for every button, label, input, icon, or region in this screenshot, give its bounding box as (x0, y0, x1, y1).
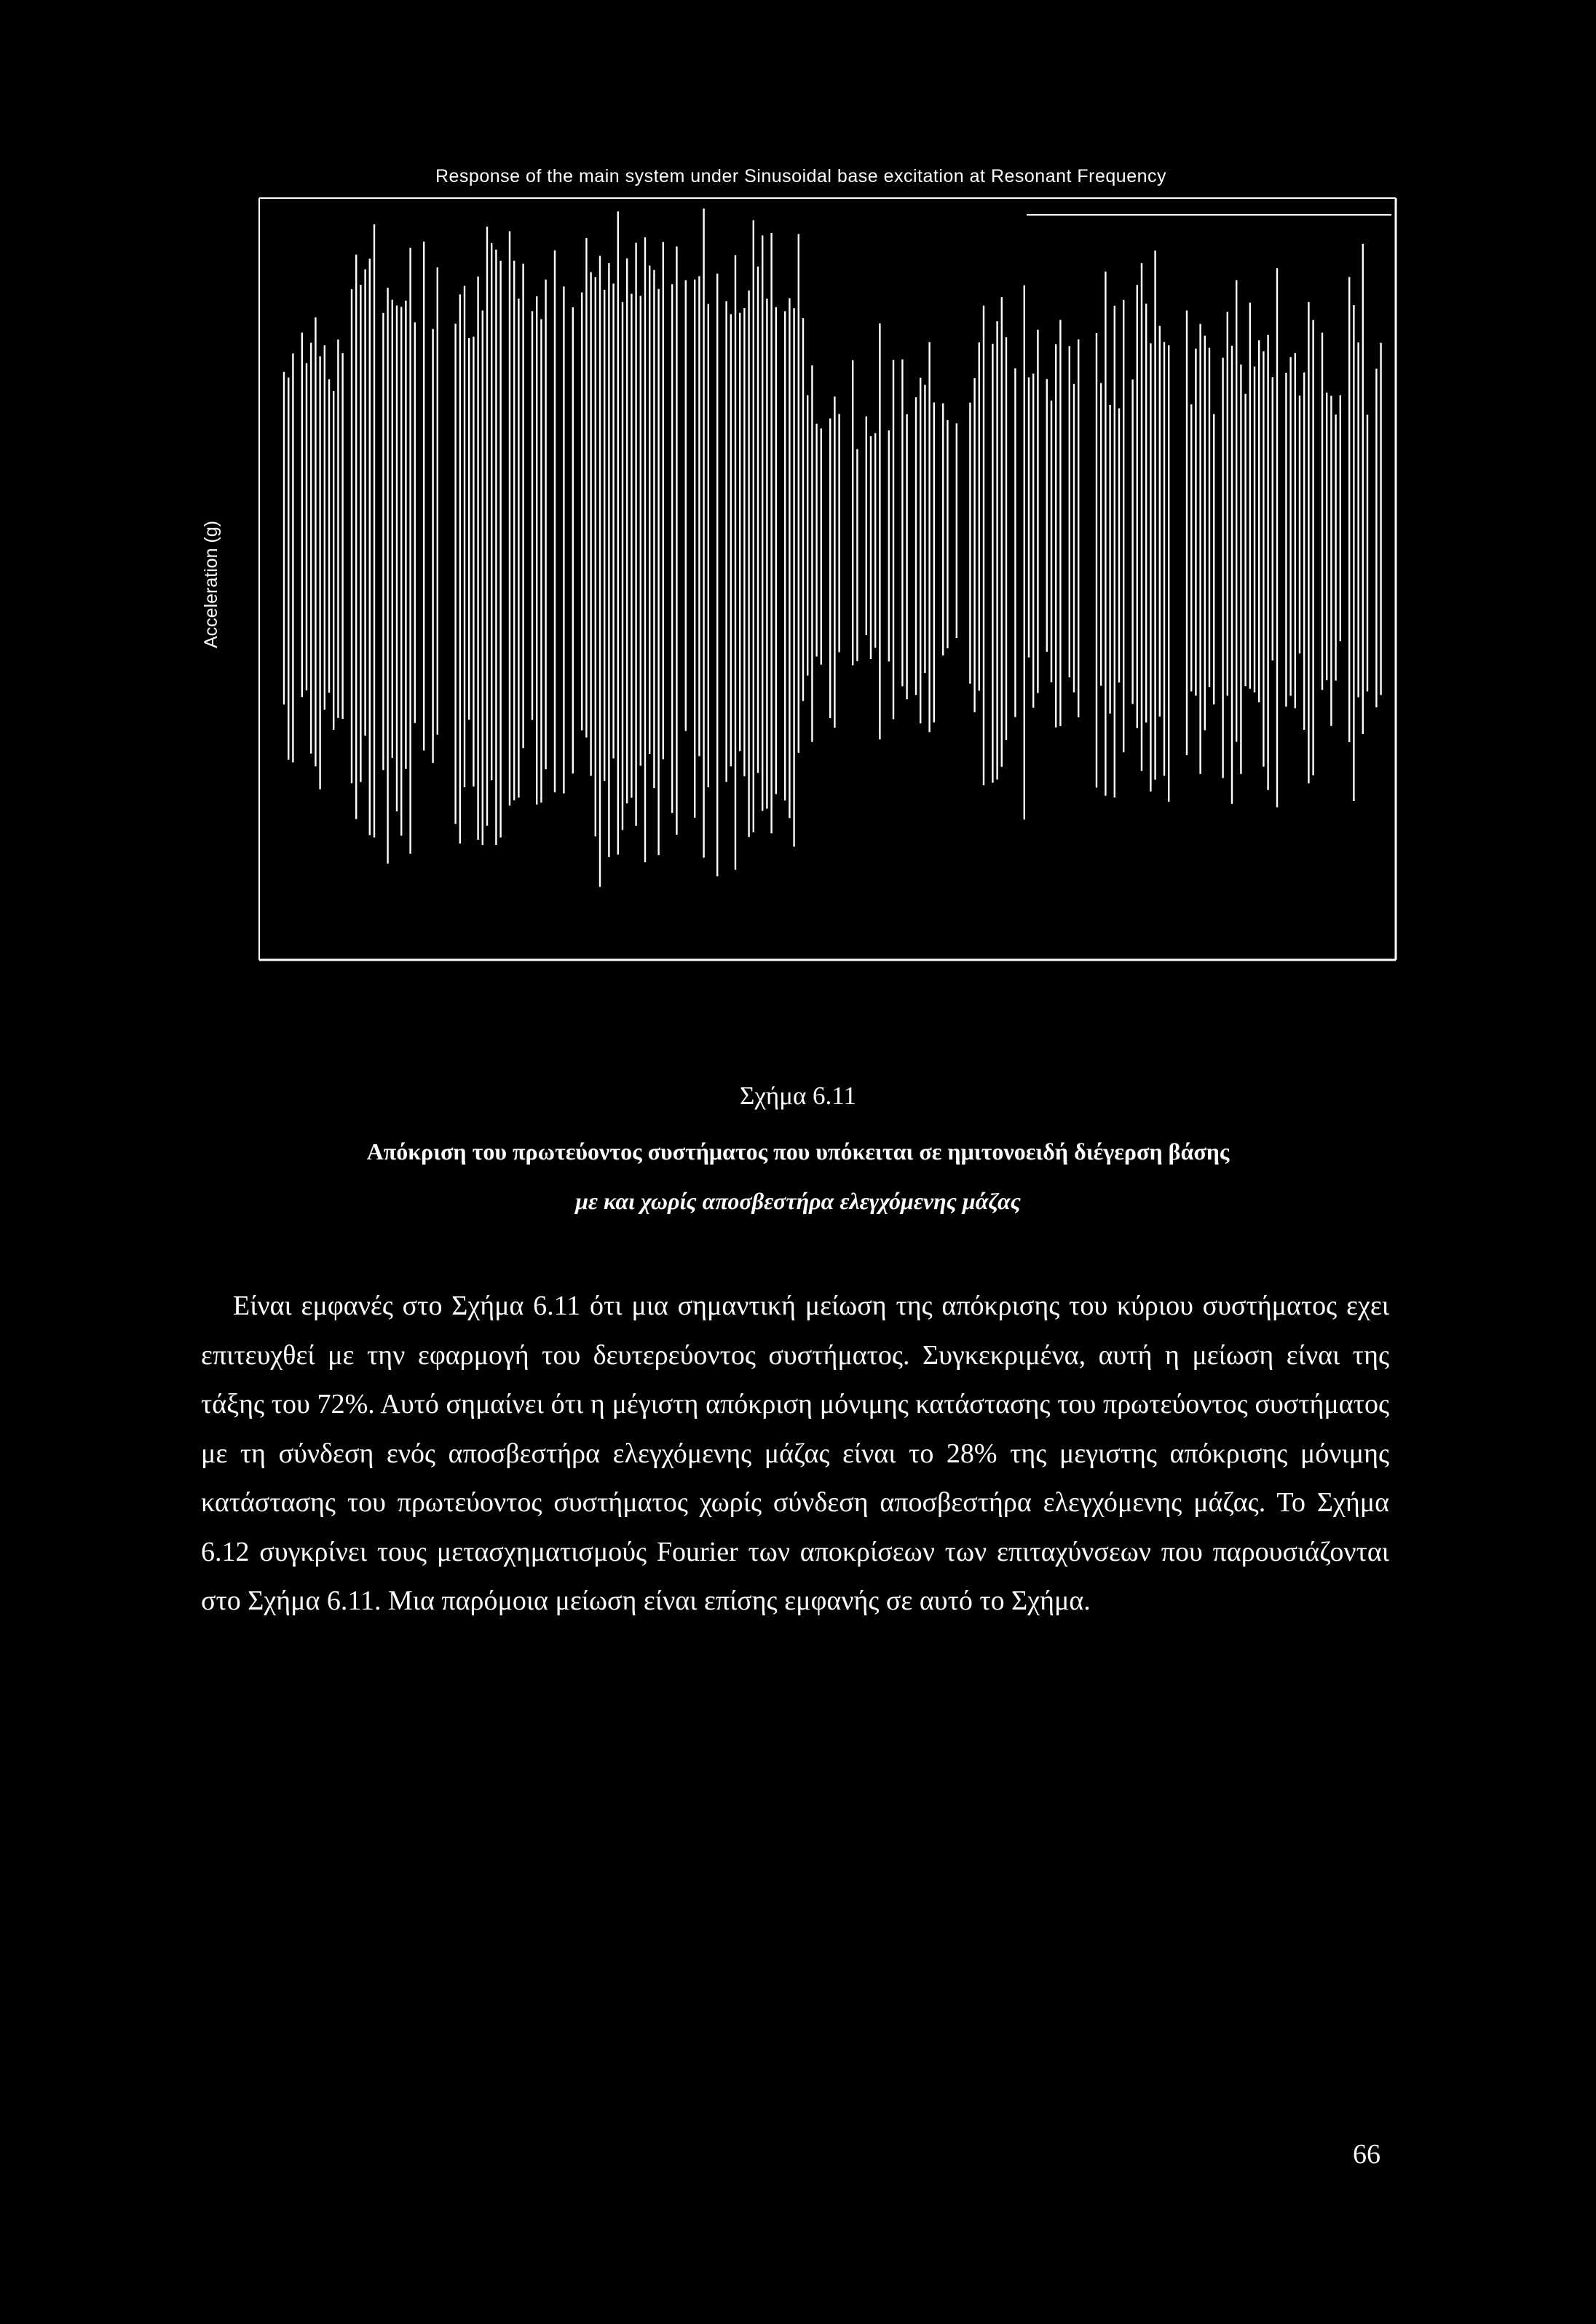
plot-frame (259, 198, 1396, 960)
figure-number: Σχήμα 6.11 (739, 1082, 856, 1110)
page-number: 66 (1353, 2139, 1380, 2170)
body-paragraph: Είναι εμφανές στο Σχήμα 6.11 ότι μια σημαντική μείωση της απόκρισης του κύριου συστήματος εχει επιτευχθεί με την εφαρμογή του δευτερεύοντος συστήματος. Συγκεκριμένα, αυτή η μείωση είναι της τάξης του 72%. Αυτό σημαίνει ότι η μέγιστη απόκριση μόνιμης κατάστασης του πρωτεύοντος συστήματος με τη σύνδεση ενός αποσβεστήρα ελεγχόμενης μάζας είναι το 28% της μεγιστης απόκρισης μόνιμης κατάστασης του πρωτεύοντος συστήματος χωρίς σύνδεση αποσβεστήρα ελεγχόμενης μάζας. Το Σχήμα 6.12 συγκρίνει τους μετασχηματισμούς Fourier των αποκρίσεων των επιταχύνσεων που παρουσιάζονται στο Σχήμα 6.11. Μια παρόμοια μείωση είναι επίσης εμφανής σε αυτό το Σχήμα. (201, 1291, 1389, 1616)
chart-plot (175, 146, 1427, 976)
figure-6-11 (175, 146, 1427, 976)
figure-caption-line-1: Απόκριση του πρωτεύοντος συστήματος που υπόκειται σε ημιτονοειδή διέγερση βάσης (366, 1138, 1230, 1165)
figure-caption-line-2: με και χωρίς αποσβεστήρα ελεγχόμενης μάζας (575, 1188, 1021, 1214)
plot-traces (284, 208, 1381, 886)
chart-title: Response of the main system under Sinusoidal base excitation at Resonant Frequency (435, 166, 1167, 186)
y-axis-label: Acceleration (g) (201, 520, 221, 648)
